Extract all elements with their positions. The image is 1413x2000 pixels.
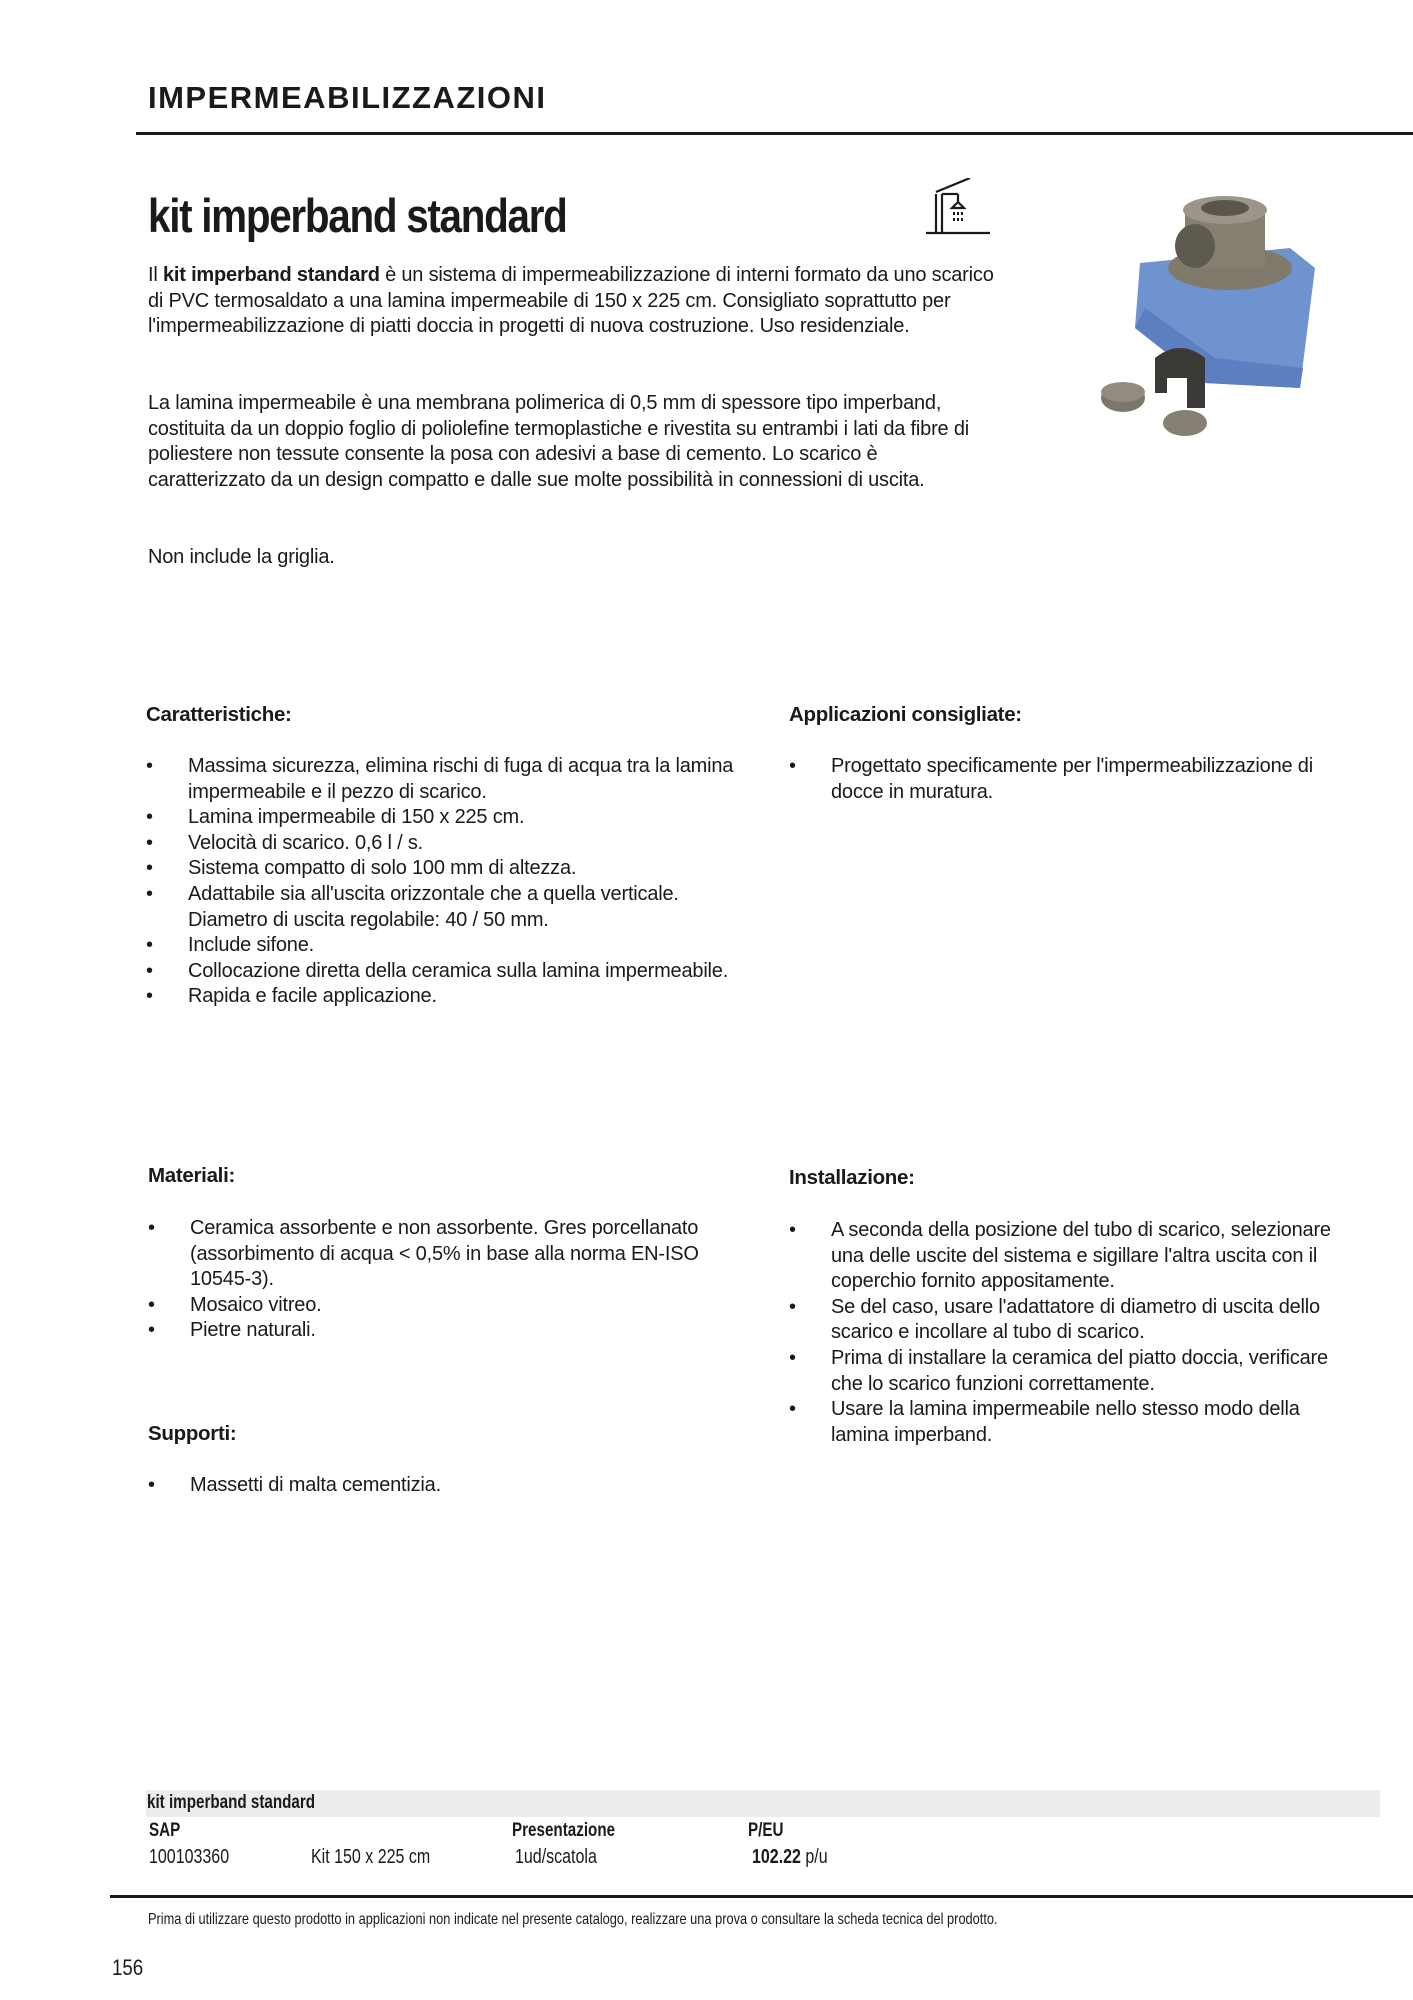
installazione-list: [789, 1218, 1359, 1448]
footer-note: Prima di utilizzare questo prodotto in applicazioni non indicate nel presente catalogo, realizzare una prova o consultare la scheda tecnica del prodotto.: [148, 1911, 998, 1928]
table-title-bar: [146, 1790, 1380, 1817]
list-item: • Sistema compatto di solo 100 mm di altezza.: [146, 856, 746, 882]
column-header-presentazione: Presentazione: [512, 1820, 616, 1841]
list-item: • Lamina impermeabile di 150 x 225 cm.: [146, 805, 746, 831]
list-item: • Include sifone.: [146, 933, 746, 959]
product-photo: [1075, 178, 1380, 440]
price-unit: p/u: [805, 1846, 828, 1868]
caratteristiche-heading: Caratteristiche:: [146, 703, 292, 726]
materiali-heading: Materiali:: [148, 1164, 235, 1187]
description-paragraph: La lamina impermeabile è una membrana polimerica di 0,5 mm di spessore tipo imperband, costituita da un doppio foglio di poliolefine termoplastiche e rivestita su entrambi i lati da fibre di poliestere non tessute consente la posa con adesivi a base di cemento. Lo scarico è caratterizzato da un design compatto e dalle sue molte possibilità in connessioni di uscita.: [148, 392, 969, 491]
list-item: • Rapida e facile applicazione.: [146, 984, 746, 1010]
installazione-heading: Installazione:: [789, 1166, 915, 1189]
supporti-heading: Supporti:: [148, 1422, 237, 1445]
intro-text: è un sistema di impermeabilizzazione di interni formato da uno scarico di PVC termosaldato a una lamina impermeabile di 150 x 225 cm. Consigliato soprattutto per l'impermeabilizzazione di piatti doccia in progetti di nuova costruzione. Uso residenziale.: [148, 264, 994, 338]
list-item: • Pietre naturali.: [148, 1318, 728, 1344]
list-item: • Progettato specificamente per l'impermeabilizzazione di docce in muratura.: [789, 754, 1349, 805]
list-item: • Mosaico vitreo.: [148, 1293, 728, 1319]
sap-code: 100103360: [149, 1846, 230, 1868]
price-value: 102.22: [752, 1846, 801, 1868]
price: [752, 1846, 828, 1869]
list-item: • Massetti di malta cementizia.: [148, 1473, 708, 1499]
caratteristiche-list: [146, 754, 746, 1010]
column-header-sap: SAP: [149, 1820, 181, 1841]
grille-note: Non include la griglia.: [148, 546, 335, 568]
intro-paragraph: [148, 263, 998, 340]
column-header-peu: P/EU: [748, 1820, 784, 1841]
section-header: IMPERMEABILIZZAZIONI: [148, 80, 547, 115]
list-item: • Massima sicurezza, elimina rischi di fuga di acqua tra la lamina impermeabile e il pezzo di scarico.: [146, 754, 746, 805]
list-item: • Usare la lamina impermeabile nello stesso modo della lamina imperband.: [789, 1397, 1359, 1448]
materiali-list: [148, 1216, 728, 1344]
page-number: 156: [112, 1955, 144, 1980]
intro-prefix: Il: [148, 264, 163, 286]
list-item: • A seconda della posizione del tubo di scarico, selezionare una delle uscite del sistema e sigillare l'altra uscita con il coperchio fornito appositamente.: [789, 1218, 1359, 1295]
header-divider: [136, 132, 1413, 135]
presentazione-value: 1ud/scatola: [515, 1846, 597, 1868]
list-item: • Ceramica assorbente e non assorbente. Gres porcellanato (assorbimento di acqua < 0,5% in base alla norma EN-ISO 10545-3).: [148, 1216, 728, 1293]
footer-divider: [110, 1895, 1413, 1898]
product-title: kit imperband standard: [148, 189, 567, 242]
supporti-list: [148, 1473, 708, 1499]
list-item: • Prima di installare la ceramica del piatto doccia, verificare che lo scarico funzioni correttamente.: [789, 1346, 1359, 1397]
list-item: • Velocità di scarico. 0,6 l / s.: [146, 831, 746, 857]
applicazioni-list: [789, 754, 1349, 805]
list-item: • Adattabile sia all'uscita orizzontale che a quella verticale. Diametro di uscita regolabile: 40 / 50 mm.: [146, 882, 746, 933]
product-description: Kit 150 x 225 cm: [311, 1846, 431, 1868]
shower-icon: [926, 178, 990, 236]
intro-product-name: kit imperband standard: [162, 264, 380, 286]
table-product-name: kit imperband standard: [147, 1792, 316, 1813]
list-item: • Se del caso, usare l'adattatore di diametro di uscita dello scarico e incollare al tubo di scarico.: [789, 1295, 1359, 1346]
applicazioni-heading: Applicazioni consigliate:: [789, 703, 1022, 726]
list-item: • Collocazione diretta della ceramica sulla lamina impermeabile.: [146, 959, 746, 985]
